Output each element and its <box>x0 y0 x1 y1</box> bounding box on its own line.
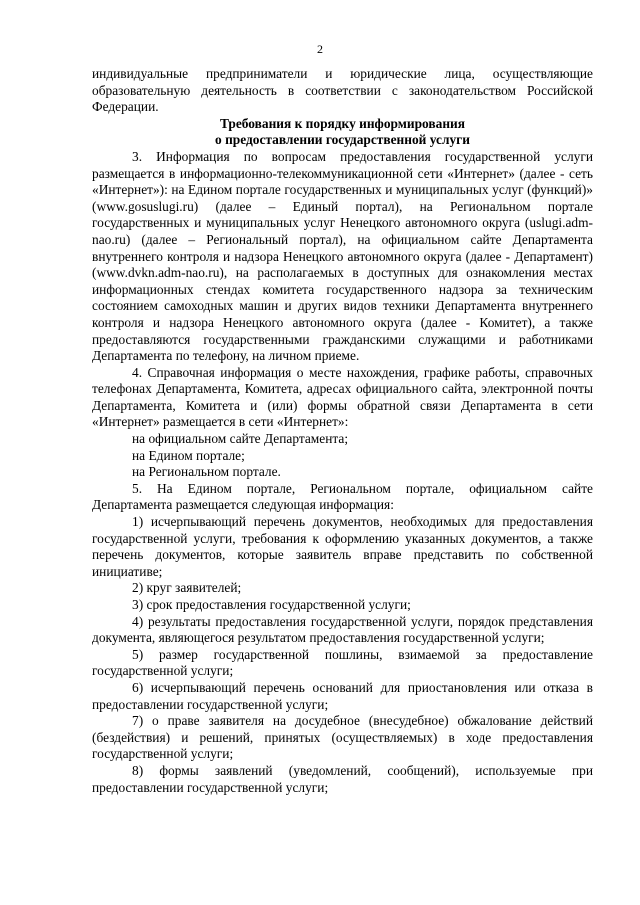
section-heading-line-2: о предоставлении государственной услуги <box>215 132 470 148</box>
list-item-8: 8) формы заявлений (уведомлений, сообщений), используемые при предоставлении государственной услуги; <box>92 762 593 795</box>
list-item-unified-portal: на Едином портале; <box>132 447 245 463</box>
section-heading <box>92 116 593 149</box>
document-body <box>92 66 593 796</box>
list-item-official-site: на официальном сайте Департамента; <box>132 431 349 447</box>
list-item-4: 4) результаты предоставления государственной услуги, порядок представления документа, являющегося результатом предоставления государственной услуги; <box>92 613 593 646</box>
list-item-7: 7) о праве заявителя на досудебное (внесудебное) обжалование действий (бездействия) и решений, принятых (осуществляемых) в ходе предоставления государственной услуги; <box>92 713 593 762</box>
section-heading-line-1: Требования к порядку информирования <box>219 115 466 131</box>
list-item-3: 3) срок предоставления государственной услуги; <box>132 597 411 612</box>
page-number: 2 <box>317 42 323 56</box>
intro-paragraph: индивидуальные предприниматели и юридические лица, осуществляющие образовательную деятельность в соответствии с законодательством Российской Федерации. <box>92 66 593 115</box>
list-item-regional-portal: на Региональном портале. <box>132 464 281 480</box>
paragraph-4: 4. Справочная информация о месте нахождения, графике работы, справочных телефонах Департамента, Комитета, адресах официального сайта, электронной почты Департамента, Комитета и (или) формы обратной связи Департамента в сети «Интернет» размещается в сети «Интернет»: <box>92 364 593 430</box>
paragraph-5: 5. На Едином портале, Региональном портале, официальном сайте Департамента размещается следующая информация: <box>92 480 593 513</box>
paragraph-3: 3. Информация по вопросам предоставления государственной услуги размещается в информационно-телекоммуникационной сети «Интернет» (далее - сеть «Интернет»): на Едином портале государственных и муниципальных услуг (функций)» (www.gosuslugi.ru) (далее – Единый портал), на Региональном портале государственных и муниципальных услуг Ненецкого автономного округа (uslugi.adm-nao.ru) (далее – Региональный портал), на официальном сайте Департамента внутреннего контроля и надзора Ненецкого автономного округа (далее - Департамент) (www.dvkn.adm-nao.ru), на располагаемых в доступных для ознакомления местах информационных стендах комитета государственного надзора за техническим состоянием самоходных машин и других видов техники Департамента внутреннего контроля и надзора Ненецкого автономного округа (далее - Комитет), а также предоставляются государственными гражданскими служащими и работниками Департамента по телефону, на личном приеме. <box>92 148 593 364</box>
list-item-5: 5) размер государственной пошлины, взимаемой за предоставление государственной услуги; <box>92 646 593 679</box>
list-item-6: 6) исчерпывающий перечень оснований для приостановления или отказа в предоставлении государственной услуги; <box>92 679 593 712</box>
list-item-1: 1) исчерпывающий перечень документов, необходимых для предоставления государственной услуги, требования к оформлению указанных документов, а также перечень документов, которые заявитель вправе представить по собственной инициативе; <box>92 514 593 579</box>
list-item-2: 2) круг заявителей; <box>132 580 242 596</box>
